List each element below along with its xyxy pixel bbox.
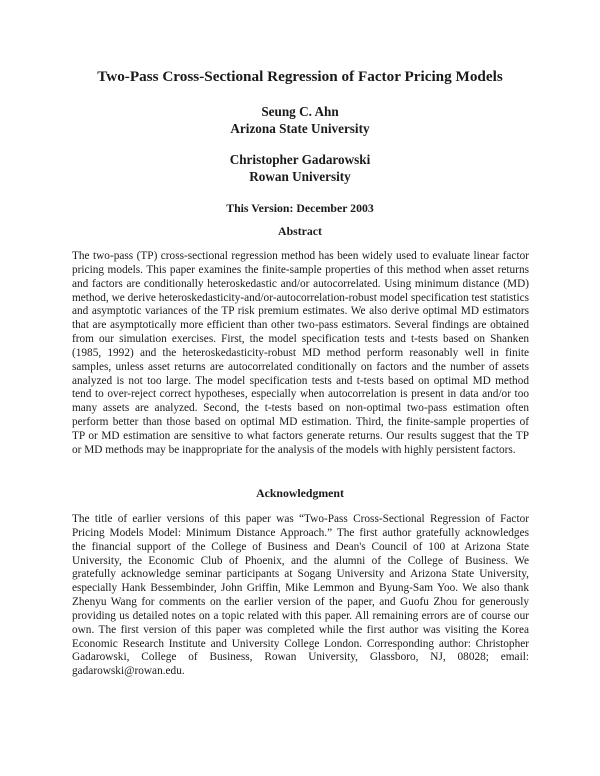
author-affiliation-1: Arizona State University xyxy=(230,121,370,136)
author-name-2: Christopher Gadarowski xyxy=(229,152,371,167)
acknowledgment-line: especially Hank Bessembinder, John Griffin, Mike Lemmon and Byung-Sam Yoo. We also thank xyxy=(72,582,529,595)
abstract-line: from our simulation exercises. First, the model specification tests and t-tests based on Shanken xyxy=(72,333,529,346)
abstract-line: that are asymptotically more efficient than other two-pass estimators. Several findings are obtained xyxy=(72,319,529,332)
acknowledgment-line: own. The first version of this paper was completed while the first author was visiting the Korea xyxy=(72,623,529,636)
abstract-line: tend to over-reject correct hypotheses, especially when autocorrelation is present in data and/or too xyxy=(72,388,529,401)
acknowledgment-line: the financial support of the College of Business and Dean's Council of 100 at Arizona State xyxy=(72,540,529,553)
acknowledgment-line: University, the Economic Club of Phoenix, and the alumni of the College of Business. We xyxy=(72,554,529,567)
paper-version: This Version: December 2003 xyxy=(226,201,374,215)
abstract-line: analyzed is not too large. The model specification tests and t-tests based on optimal MD method xyxy=(72,374,529,387)
abstract-line: and asymptotic variances of the TP risk premium estimates. We also derive optimal MD estimators xyxy=(72,305,529,318)
abstract-heading: Abstract xyxy=(278,224,322,238)
abstract-line: method, we derive heteroskedasticity-and/or-autocorrelation-robust model specification test statistics xyxy=(72,291,529,304)
acknowledgment-text xyxy=(72,513,529,679)
abstract-line: The two-pass (TP) cross-sectional regression method has been widely used to evaluate linear factor xyxy=(72,250,529,262)
acknowledgment-line: The title of earlier versions of this paper was “Two-Pass Cross-Sectional Regression of Factor xyxy=(72,513,529,525)
abstract-line: (1985, 1992) and the heteroskedasticity-robust MD method perform reasonably well in finite xyxy=(72,346,529,359)
abstract-line: samples, unless asset returns are autocorrelated conditionally on factors and the number of assets xyxy=(72,360,529,373)
abstract-line: TP or MD estimation are sensitive to what factors generate returns. Our results suggest that the TP xyxy=(72,429,529,442)
paper-title: Two-Pass Cross-Sectional Regression of Factor Pricing Models xyxy=(97,68,503,85)
abstract-line: perform better than those based on optimal MD estimation. Third, the finite-sample properties of xyxy=(72,416,529,429)
acknowledgment-line: Zhenyu Wang for comments on the earlier version of the paper, and Guofu Zhou for generously xyxy=(72,596,529,609)
acknowledgment-line: gadarowski@rowan.edu. xyxy=(72,665,185,678)
acknowledgment-line: Gadarowski, College of Business, Rowan University, Glassboro, NJ, 08028; email: xyxy=(72,651,529,664)
acknowledgment-line: providing us detailed notes on a topic related with this paper. All remaining errors are of course our xyxy=(72,609,529,622)
abstract-line: many assets are analyzed. Second, the t-tests based on non-optimal two-pass estimation often xyxy=(72,402,529,415)
abstract-line: and factors are conditionally heteroskedastic and/or autocorrelated. Using minimum distance (MD) xyxy=(72,277,529,290)
abstract-text xyxy=(72,250,529,458)
abstract-line: or MD methods may be inappropriate for the analysis of the models with highly persistent factors. xyxy=(72,443,516,456)
abstract-line: pricing models. This paper examines the finite-sample properties of this method when asset returns xyxy=(72,263,529,276)
acknowledgment-line: Economic Research Institute and University College London. Corresponding author: Christopher xyxy=(72,637,529,650)
acknowledgment-line: gratefully acknowledge seminar participants at Sogang University and Arizona State University, xyxy=(72,568,529,581)
author-affiliation-2: Rowan University xyxy=(249,169,351,184)
acknowledgment-heading: Acknowledgment xyxy=(256,486,344,500)
author-name-1: Seung C. Ahn xyxy=(261,104,339,119)
acknowledgment-line: Pricing Models Model: Minimum Distance Approach.” The first author gratefully acknowledges xyxy=(72,526,529,539)
